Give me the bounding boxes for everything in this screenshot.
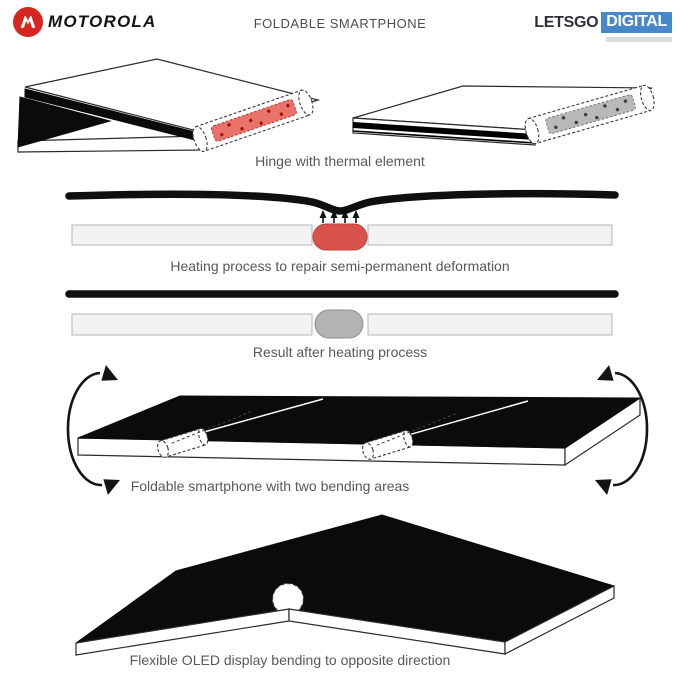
- open-device-drawing: [18, 59, 318, 153]
- heat-arrows-icon: [323, 218, 356, 224]
- device-layer-left: [72, 314, 312, 335]
- thermal-element-heated: [313, 224, 367, 250]
- letsgodigital-logo: [534, 12, 672, 33]
- caption-heating: Heating process to repair semi-permanent deformation: [170, 258, 510, 274]
- device-layer-right: [368, 225, 612, 245]
- device-layer-right: [368, 314, 612, 335]
- digital-badge: DIGITAL: [601, 12, 672, 33]
- deformed-display-line: [69, 194, 615, 211]
- logo-underline: [606, 37, 672, 42]
- figure-heating-result: [50, 287, 630, 342]
- page-title: FOLDABLE SMARTPHONE: [253, 16, 427, 31]
- device-layer-left: [72, 225, 312, 245]
- letsgo-wordmark: LETSGO: [534, 13, 599, 31]
- motorola-wordmark: MOTOROLA: [48, 12, 157, 31]
- figure-heating-process: [50, 183, 630, 258]
- closed-device-drawing: [353, 84, 657, 145]
- caption-hinge: Hinge with thermal element: [255, 153, 425, 169]
- thermal-element-cooled: [315, 310, 363, 338]
- caption-two-bending: Foldable smartphone with two bending areas: [130, 478, 410, 494]
- caption-oled: Flexible OLED display bending to opposite direction: [129, 652, 451, 668]
- figure-oled-opposite-bend: [40, 507, 640, 662]
- caption-result: Result after heating process: [252, 344, 428, 360]
- figure-hinge-thermal-element: [5, 55, 675, 160]
- flat-device-drawing: [78, 396, 640, 465]
